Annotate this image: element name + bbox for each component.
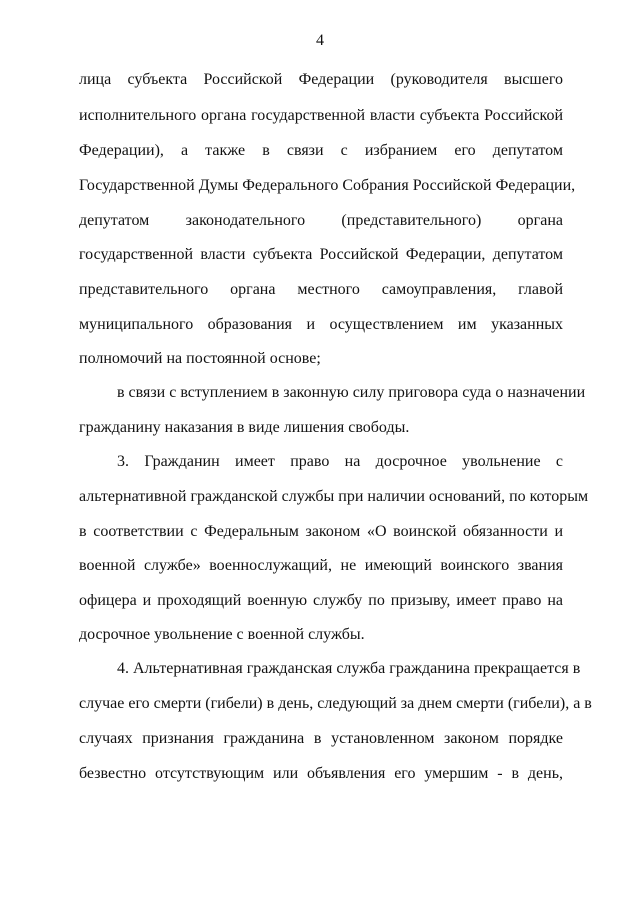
- text-line: гражданину наказания в виде лишения свободы.: [79, 419, 410, 436]
- text-line: лица субъекта Российской Федерации (руководителя высшего: [79, 71, 563, 88]
- text-line: офицера и проходящий военную службу по призыву, имеет право на: [79, 592, 563, 609]
- text-line: государственной власти субъекта Российской Федерации, депутатом: [79, 246, 563, 263]
- text-line: в связи с вступлением в законную силу приговора суда о назначении: [117, 384, 586, 401]
- text-line: безвестно отсутствующим или объявления его умершим - в день,: [79, 765, 563, 782]
- text-line: представительного органа местного самоуправления, главой: [79, 281, 563, 298]
- text-line: депутатом законодательного (представительного) органа: [79, 212, 563, 229]
- text-line: 4. Альтернативная гражданская служба гражданина прекращается в: [117, 660, 581, 677]
- text-line: исполнительного органа государственной власти субъекта Российской: [79, 107, 563, 124]
- text-line: в соответствии с Федеральным законом «О воинской обязанности и: [79, 523, 563, 540]
- text-line: муниципального образования и осуществлением им указанных: [79, 316, 563, 333]
- text-line: 3. Гражданин имеет право на досрочное увольнение с: [117, 453, 563, 470]
- text-line: досрочное увольнение с военной службы.: [79, 626, 365, 643]
- text-line: случае его смерти (гибели) в день, следующий за днем смерти (гибели), а в: [79, 695, 592, 712]
- text-line: Федерации), а также в связи с избранием его депутатом: [79, 142, 563, 159]
- text-line: Государственной Думы Федерального Собрания Российской Федерации,: [79, 177, 576, 194]
- page-number: 4: [316, 32, 324, 49]
- text-line: случаях признания гражданина в установленном законом порядке: [79, 730, 563, 747]
- text-line: военной службе» военнослужащий, не имеющий воинского звания: [79, 557, 563, 574]
- text-line: альтернативной гражданской службы при наличии оснований, по которым: [79, 488, 589, 505]
- text-line: полномочий на постоянной основе;: [79, 350, 321, 367]
